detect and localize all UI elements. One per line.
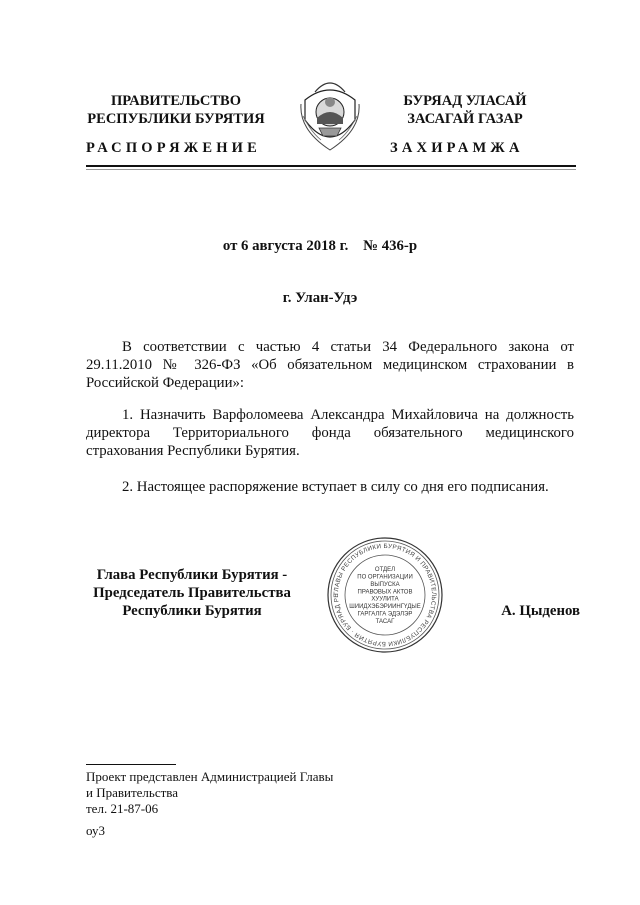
signatory-title-line3: Республики Бурятия (122, 603, 262, 619)
stamp-center-line: ХУУЛИТА (371, 596, 399, 603)
header-left-line1: ПРАВИТЕЛЬСТВО (111, 93, 241, 109)
stamp-center-line: ШИИДХЭБЭРИИНГҮДЫЕ (349, 604, 421, 611)
stamp-center-line: ПО ОРГАНИЗАЦИИ (357, 574, 413, 581)
header-right (385, 92, 545, 128)
city: г. Улан-Удэ (282, 290, 358, 306)
header-left (86, 92, 266, 128)
header-right-line1: БУРЯАД УЛАСАЙ (403, 93, 527, 109)
signatory-title (86, 566, 298, 620)
signatory-title-line2: Председатель Правительства (93, 585, 291, 601)
buryatia-emblem-icon (297, 70, 363, 156)
footer-line3: тел. 21-87-06 (86, 801, 159, 816)
header-right-line2: ЗАСАГАЙ ГАЗАР (407, 111, 523, 127)
doc-type-bua: ЗАХИРАМЖА (390, 140, 524, 156)
signatory-title-line1: Глава Республики Бурятия - (96, 567, 288, 583)
footer-line2: и Правительства (86, 785, 179, 800)
stamp-center-line: ГАРГАЛГА ЭДЭЛЭР (357, 611, 413, 618)
stamp-ring-text: ГЛАВЫ РЕСПУБЛИКИ БУРЯТИЯ И ПРАВИТЕЛЬСТВА РЕСПУБЛИКИ БУРЯТИЯ · БУРЯАД РЕ (332, 542, 438, 648)
stamp-seal-icon (326, 536, 444, 654)
header-rule-thick (86, 165, 576, 167)
emblem (297, 70, 363, 156)
header-left-line2: РЕСПУБЛИКИ БУРЯТИЯ (87, 111, 265, 127)
header-rule-thin (86, 169, 576, 170)
stamp-center-line: ПРАВОВЫХ АКТОВ (357, 589, 413, 596)
footer-code: оу3 (86, 823, 106, 838)
footer-rule (86, 764, 176, 765)
footer-line1: Проект представлен Администрацией Главы (86, 769, 334, 784)
stamp-center-line: ТАСАГ (375, 618, 395, 625)
footer-note (86, 769, 386, 817)
stamp-center-line: ОТДЕЛ (374, 567, 396, 574)
paragraph-preamble: В соответствии с частью 4 статьи 34 Федерального закона от 29.11.2010 № 326-ФЗ «Об обязательном медицинском страховании в Российской Федерации»: (86, 339, 574, 391)
paragraph-item-2: 2. Настоящее распоряжение вступает в силу со дня его подписания. (122, 479, 549, 495)
paragraph-item-1: 1. Назначить Варфоломеева Александра Михайловича на должность директора Территориального фонда обязательного медицинского страхования Республики Бурятия. (86, 407, 574, 459)
signatory-name: А. Цыденов (501, 603, 580, 619)
date-number: от 6 августа 2018 г. № 436-р (222, 238, 418, 254)
stamp-center-line: ВЫПУСКА (370, 581, 400, 588)
doc-type-ru: РАСПОРЯЖЕНИЕ (86, 140, 262, 156)
official-stamp (326, 536, 444, 654)
